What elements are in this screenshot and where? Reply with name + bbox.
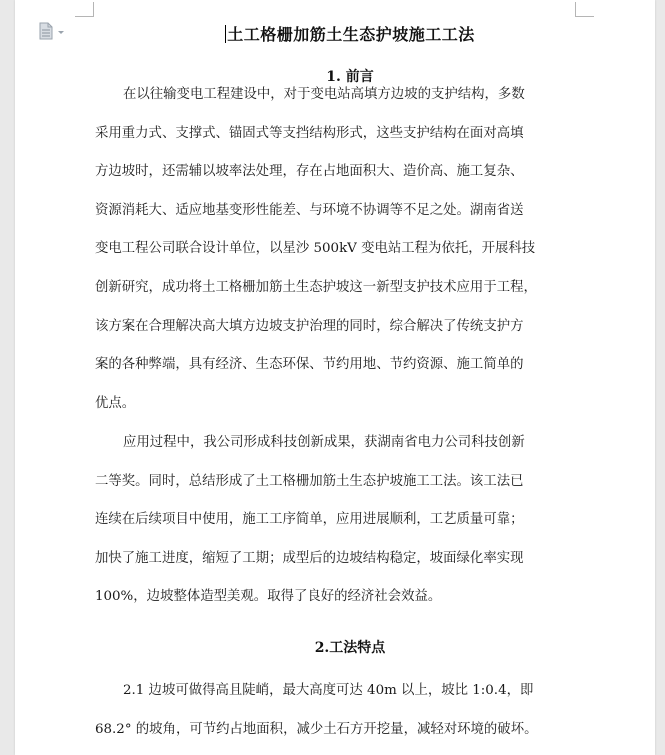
text-line: 案的各种弊端，具有经济、生态环保、节约用地、节约资源、施工简单的: [95, 357, 524, 373]
chevron-down-icon: [58, 31, 64, 34]
text-line: 应用过程中，我公司形成科技创新成果，获湖南省电力公司科技创新: [123, 435, 525, 450]
paragraph-preface-2[interactable]: [95, 424, 592, 617]
margin-corner-mark: [75, 2, 94, 17]
margin-corner-mark: [575, 2, 594, 17]
text-line: 在以往输变电工程建设中，对于变电站高填方边坡的支护结构，多数: [123, 87, 525, 102]
text-line: 变电工程公司联合设计单位，以星沙 500kV 变电站工程为依托，开展科技: [95, 241, 536, 257]
text-line: 加快了施工进度，缩短了工期；成型后的边坡结构稳定，坡面绿化率实现: [95, 550, 524, 566]
paragraph-features-1[interactable]: [95, 672, 592, 749]
text-line: 方边坡时，还需辅以坡率法处理，存在占地面积大、造价高、施工复杂、: [95, 164, 524, 180]
text-line: 该方案在合理解决高大填方边坡支护治理的同时，综合解决了传统支护方: [95, 318, 524, 334]
text-line: 100%，边坡整体造型美观。取得了良好的经济社会效益。: [95, 589, 442, 605]
paragraph-preface-1[interactable]: [95, 76, 592, 423]
document-icon[interactable]: [38, 22, 68, 42]
text-line: 创新研究，成功将土工格栅加筋土生态护坡这一新型支护技术应用于工程，: [95, 279, 537, 295]
document-page: [15, 0, 655, 755]
text-line: 2.1 边坡可做得高且陡峭，最大高度可达 40m 以上，坡比 1:0.4，即: [123, 683, 534, 698]
text-line: 连续在后续项目中使用，施工工序简单，应用进展顺利，工艺质量可靠；: [95, 512, 524, 528]
text-line: 采用重力式、支撑式、锚固式等支挡结构形式，这些支护结构在面对高填: [95, 125, 524, 141]
text-line: 68.2° 的坡角，可节约占地面积，减少土石方开挖量，减轻对环境的破坏。: [95, 721, 538, 737]
section-heading-preface: 1. 前言: [326, 69, 374, 85]
text-line: 资源消耗大、适应地基变形性能差、与环境不协调等不足之处。湖南省送: [95, 202, 524, 218]
section-heading-features: 2.工法特点: [314, 640, 386, 656]
text-line: 优点。: [95, 395, 136, 411]
text-line: 二等奖。同时，总结形成了土工格栅加筋土生态护坡施工工法。该工法已: [95, 473, 524, 489]
document-title[interactable]: 土工格栅加筋土生态护坡施工工法: [227, 25, 475, 44]
